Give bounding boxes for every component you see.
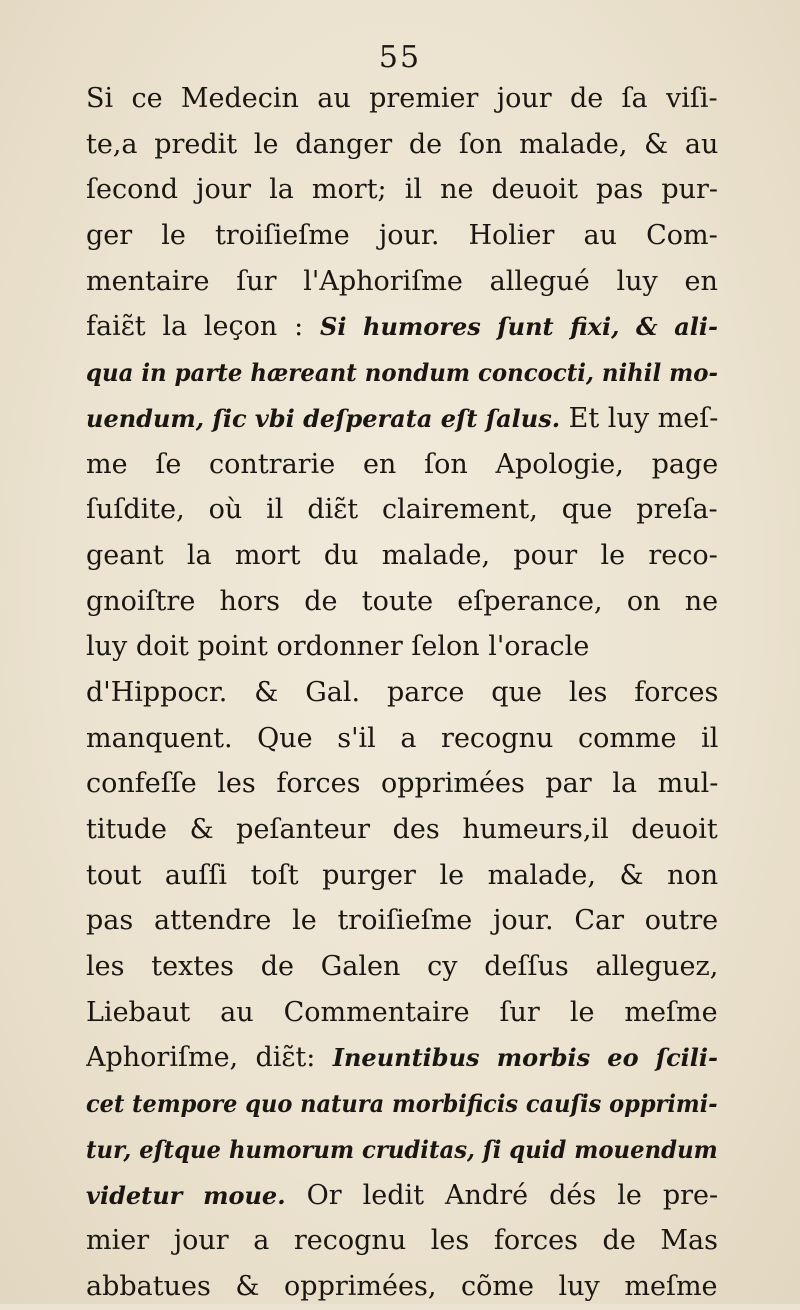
text-line xyxy=(86,853,718,899)
latin-quotation: videtur moue. xyxy=(86,1180,286,1210)
text-line xyxy=(86,396,718,442)
text-line xyxy=(86,350,718,396)
latin-quotation: uendum, ſic vbi deſperata eſt ſalus. xyxy=(86,403,561,433)
text-line xyxy=(86,122,718,168)
text-line xyxy=(86,898,718,944)
line-text: luy doit point ordonner ſelon l'oracle xyxy=(86,631,590,663)
text-line xyxy=(86,1127,718,1173)
line-text: d'Hippocr. & Gal. parce que les forces xyxy=(86,676,718,708)
text-line xyxy=(86,1264,718,1310)
line-text: te,a predit le danger de ſon malade, & au xyxy=(86,128,718,160)
line-text: Liebaut au Commentaire ſur le meſme xyxy=(86,996,718,1028)
text-line xyxy=(86,304,718,350)
line-text: abbatues & opprimées, cõme luy meſme xyxy=(86,1270,718,1302)
line-text: gnoiſtre hors de toute eſperance, on ne xyxy=(86,585,718,617)
text-line xyxy=(86,533,718,579)
text-line xyxy=(86,442,718,488)
text-line xyxy=(86,990,718,1036)
latin-quotation: tur, eſtque humorum cruditas, ſi quid mouendum xyxy=(86,1134,718,1164)
text-line xyxy=(86,670,718,716)
line-text: ſuſdite, où il diɛ̃t clairement, que preſa- xyxy=(86,494,718,526)
latin-quotation: Si humores ſunt fixi, & ali- xyxy=(319,312,718,342)
latin-quotation: qua in parte hæreant nondum concocti, nihil mo- xyxy=(86,358,718,388)
line-text: ger le troiſieſme jour. Holier au Com- xyxy=(86,220,718,252)
text-line xyxy=(86,76,718,122)
line-text: mentaire ſur l'Aphoriſme allegué luy en xyxy=(86,265,718,297)
text-line xyxy=(86,259,718,305)
line-text: titude & peſanteur des humeurs,il deuoit xyxy=(86,814,718,845)
line-text: Aphoriſme, diɛ̃t: xyxy=(86,1042,333,1074)
line-text: ſecond jour la mort; il ne deuoit pas pur- xyxy=(86,174,718,206)
text-line xyxy=(86,167,718,213)
line-text: les textes de Galen cy deſſus alleguez, xyxy=(86,951,718,983)
text-line xyxy=(86,807,718,853)
line-text: geant la mort du malade, pour le reco- xyxy=(86,539,718,571)
body-text xyxy=(86,76,718,1310)
line-text: me ſe contrarie en ſon Apologie, page xyxy=(86,448,718,480)
page-number: 55 xyxy=(378,40,422,75)
line-text: Et luy meſ- xyxy=(560,402,718,434)
text-line xyxy=(86,1081,718,1127)
text-line xyxy=(86,487,718,533)
text-line xyxy=(86,1173,718,1219)
line-text: tout auſſi toſt purger le malade, & non xyxy=(86,859,718,891)
text-line xyxy=(86,944,718,990)
line-text: manquent. Que s'il a recognu comme il xyxy=(86,722,718,754)
text-line xyxy=(86,213,718,259)
latin-quotation: cet tempore quo natura morbificis cauſis opprimi- xyxy=(86,1089,718,1119)
text-line xyxy=(86,716,718,762)
text-line xyxy=(86,1035,718,1081)
line-text: pas attendre le troiſieſme jour. Car outre xyxy=(86,905,718,937)
line-text: Or ledit André dés le pre- xyxy=(285,1179,718,1211)
latin-quotation: Ineuntibus morbis eo ſcili- xyxy=(332,1043,718,1073)
line-text: faiɛ̃t la leçon : xyxy=(86,311,320,343)
line-text: Si ce Medecin au premier jour de ſa viſi- xyxy=(86,83,718,114)
line-text: confeſſe les forces opprimées par la mul- xyxy=(86,768,718,800)
text-line xyxy=(86,624,718,670)
text-line xyxy=(86,761,718,807)
text-line xyxy=(86,579,718,625)
text-line xyxy=(86,1218,718,1264)
line-text: mier jour a recognu les forces de Mas xyxy=(86,1225,718,1257)
